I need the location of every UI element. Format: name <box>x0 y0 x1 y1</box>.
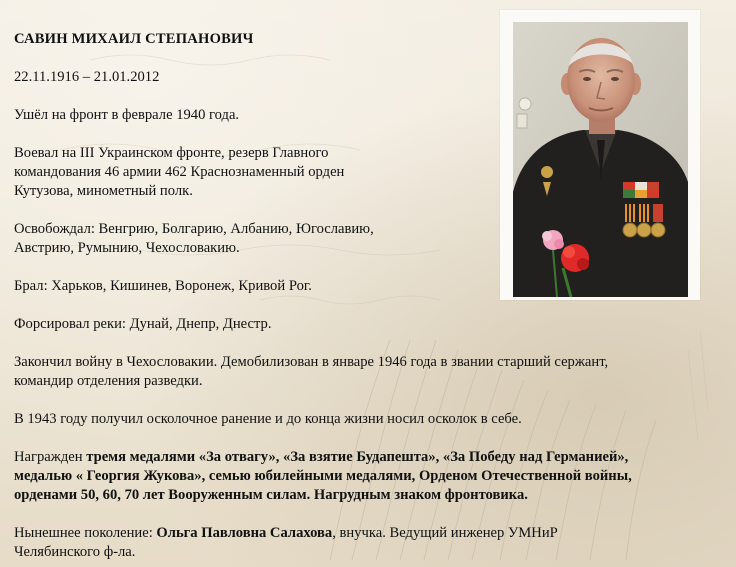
wound-info: В 1943 году получил осколочное ранение и до конца жизни носил осколок в себе. <box>14 411 522 427</box>
crossed-rivers: Форсировал реки: Дунай, Днепр, Днестр. <box>14 316 272 332</box>
awards-prefix: Награжден <box>14 449 87 465</box>
current-generation <box>14 524 734 562</box>
awards-line-2: медалью « Георгия Жукова», семью юбилейными медалями, Орденом Отечественной войны, <box>14 468 632 484</box>
war-end <box>14 353 734 391</box>
generation-suffix: , внучка. Ведущий инженер УМНиР <box>332 525 558 541</box>
generation-name: Ольга Павловна Салахова <box>156 525 333 541</box>
awards <box>14 448 734 505</box>
service-info <box>14 144 434 201</box>
liberated-line-1: Освобождал: Венгрию, Болгарию, Албанию, Югославию, <box>14 221 374 237</box>
generation-prefix: Нынешнее поколение: <box>14 525 157 541</box>
veteran-name: САВИН МИХАИЛ СТЕПАНОВИЧ <box>14 31 254 47</box>
war-end-line-1: Закончил войну в Чехословакии. Демобилизован в январе 1946 года в звании старший сержант, <box>14 354 609 370</box>
liberated-line-2: Австрию, Румынию, Чехословакию. <box>14 240 240 256</box>
service-line-3: Кутузова, минометный полк. <box>14 183 193 199</box>
awards-line-3: орденами 50, 60, 70 лет Вооруженным силам. Нагрудным знаком фронтовика. <box>14 487 528 503</box>
liberated-countries <box>14 220 434 258</box>
war-end-line-2: командир отделения разведки. <box>14 373 203 389</box>
life-dates: 22.11.1916 – 21.01.2012 <box>14 69 160 85</box>
front-departure: Ушёл на фронт в феврале 1940 года. <box>14 107 240 123</box>
awards-line-1: тремя медалями «За отвагу», «За взятие Будапешта», «За Победу над Германией», <box>86 449 629 465</box>
captured-cities: Брал: Харьков, Кишинев, Воронеж, Кривой Рог. <box>14 278 312 294</box>
photo-frame <box>500 10 700 300</box>
generation-line-2: Челябинского ф-ла. <box>14 544 136 560</box>
service-line-1: Воевал на III Украинском фронте, резерв Главного <box>14 145 329 161</box>
service-line-2: командования 46 армии 462 Краснознаменный орден <box>14 164 345 180</box>
veteran-portrait-photo <box>513 22 688 297</box>
